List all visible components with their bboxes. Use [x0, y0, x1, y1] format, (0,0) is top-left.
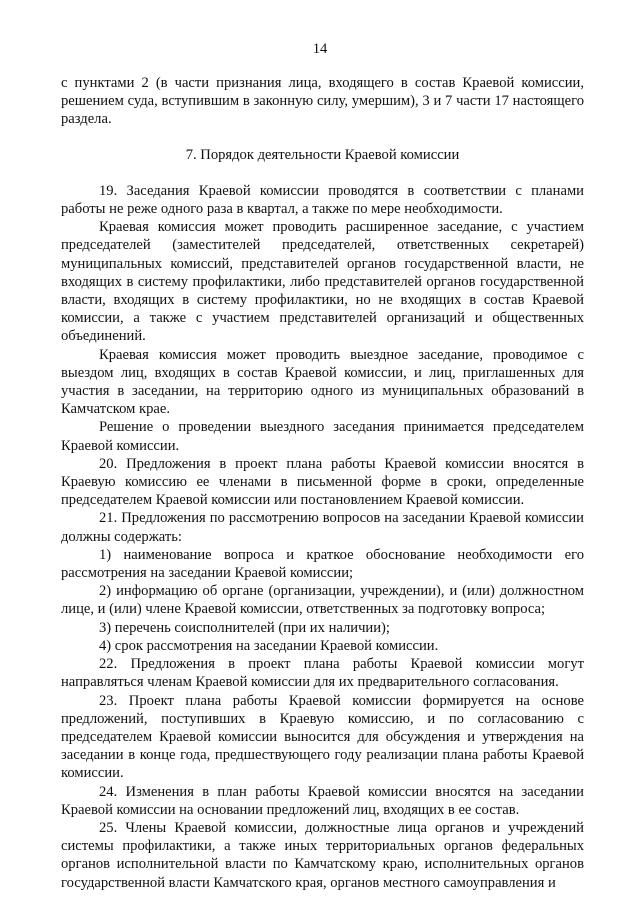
section-heading: 7. Порядок деятельности Краевой комиссии	[185, 146, 460, 163]
paragraph-24: 24. Изменения в план работы Краевой комиссии вносятся на заседании Краевой комиссии на основании предложений лиц, входящих в ее состав.	[61, 783, 584, 818]
paragraph-field-session: Краевая комиссия может проводить выездное заседание, проводимое с выездом лиц, входящих в состав Краевой комиссии, и лиц, приглашенных для участия в заседании, на территорию одного из муниципальных образований в Камчатском крае.	[61, 346, 584, 418]
list-item-1: 1) наименование вопроса и краткое обоснование необходимости его рассмотрения на заседании Краевой комиссии;	[61, 546, 584, 582]
paragraph-20: 20. Предложения в проект плана работы Краевой комиссии вносятся в Краевую комиссию ее членами в письменной форме в сроки, определенные председателем Краевой комиссии или постановлением Краевой комиссии.	[61, 455, 584, 509]
paragraph-21: 21. Предложения по рассмотрению вопросов на заседании Краевой комиссии должны содержать:	[61, 510, 584, 545]
page-number: 14	[312, 41, 328, 57]
paragraph-extended-session: Краевая комиссия может проводить расширенное заседание, с участием председателей (заместителей председателей, ответственных секретарей) муниципальных комиссий, представителей органов государственной власти, не входящих в систему профилактики, либо представителей органов государственной власти, входящих в систему профилактики, но не входящих в состав Краевой комиссии, а также с участием представителей организаций и общественных объединений.	[61, 219, 584, 345]
paragraph-field-session-decision: Решение о проведении выездного заседания принимается председателем Краевой комиссии.	[61, 419, 584, 454]
list-item-3: 3) перечень соисполнителей (при их наличии);	[99, 619, 390, 636]
paragraph-19: 19. Заседания Краевой комиссии проводятся в соответствии с планами работы не реже одного раза в квартал, а также по мере необходимости.	[61, 182, 584, 218]
continuation-paragraph: с пунктами 2 (в части признания лица, входящего в состав Краевой комиссии, решением суда, вступившим в законную силу, умершим), 3 и 7 части 17 настоящего раздела.	[61, 75, 584, 128]
paragraph-25: 25. Члены Краевой комиссии, должностные лица органов и учреждений системы профилактики, а также иных территориальных органов федеральных органов исполнительной власти по Камчатскому краю, исполнительных органов государственной власти Камчатского края, органов местного самоуправления и	[61, 819, 584, 891]
list-item-2: 2) информацию об органе (организации, учреждении), и (или) должностном лице, и (или) члене Краевой комиссии, ответственных за подготовку вопроса;	[61, 583, 584, 618]
paragraph-22: 22. Предложения в проект плана работы Краевой комиссии могут направляться членам Краевой комиссии для их предварительного согласования.	[61, 656, 584, 691]
paragraph-23: 23. Проект плана работы Краевой комиссии формируется на основе предложений, поступивших в Краевую комиссию, и по согласованию с председателем Краевой комиссии выносится для обсуждения и утверждения на заседании в конце года, предшествующего году реализации плана работы Краевой комиссии.	[61, 692, 584, 782]
list-item-4: 4) срок рассмотрения на заседании Краевой комиссии.	[99, 637, 439, 654]
document-body	[61, 74, 584, 892]
